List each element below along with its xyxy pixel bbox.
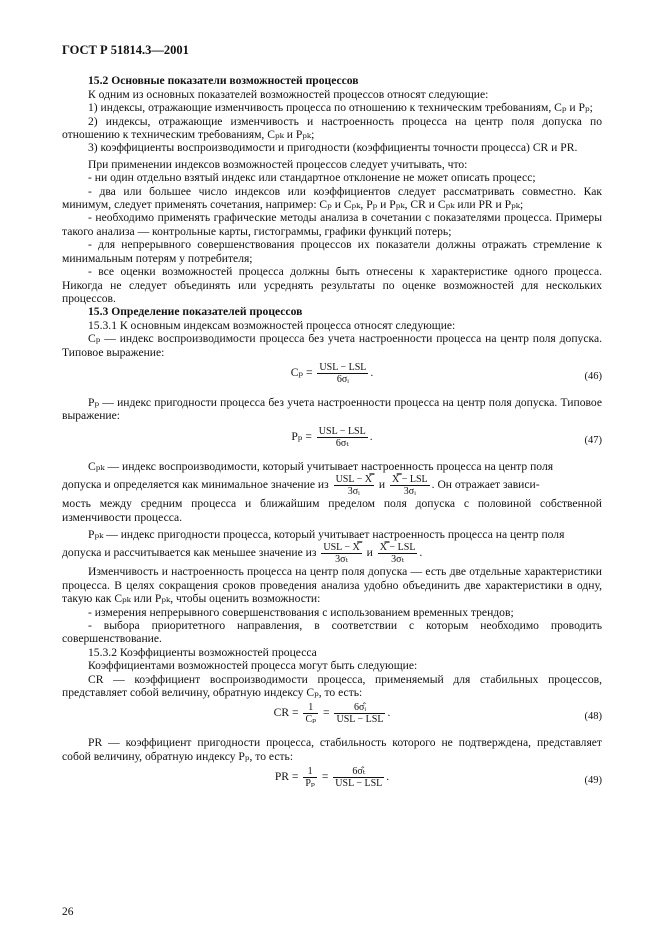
formula-lhs: CR = [273,706,299,720]
fraction-numerator: 6σ̂ᵢ [334,702,385,714]
paragraph: Изменчивость и настроенность процесса на центр поля допуска — есть две отдельные характеристики процесса. В целях сокращения сроков проведения анализа удобно объединить две характеристики в одну, такую как Cₚₖ или Pₚₖ, чтобы оценить возможности: [62,565,602,606]
fraction-denominator: 6σₜ [335,437,349,449]
fraction-numerator: 1 [303,766,317,778]
equation-number: (49) [584,775,602,787]
equation-number: (48) [584,711,602,723]
section-15-2-title: 15.2 Основные показатели возможностей процессов [88,74,359,88]
fraction [317,426,368,449]
list-item: 2) индексы, отражающие изменчивость и настроенность процесса на центр поля допуска по отношению к техническим требованиям, Cₚₖ и Pₚₖ; [62,114,602,142]
cpk-definition: Cₚₖ — индекс воспроизводимости, который учитывает настроенность процесса на центр поля [88,459,554,473]
cp-definition: Cₚ — индекс воспроизводимости процесса без учета настроенности процесса на центр поля допуска. Типовое выражение: [62,332,602,359]
fraction-denominator: 3σᵢ [403,486,416,497]
ppk-definition-formula-line [62,541,602,565]
fraction [334,474,374,497]
text-run: . [419,546,423,560]
list-item: 1) индексы, отражающие изменчивость процесса по отношению к техническим требованиям, Cₚ и Pₚ; [88,101,593,115]
section-15-3-title: 15.3 Определение показателей процессов [88,305,303,319]
text-run: и [378,478,386,492]
paragraph: Коэффициентами возможностей процесса могут быть следующие: [88,659,418,673]
paragraph: При применении индексов возможностей процессов следует учитывать, что: [88,157,468,171]
fraction [390,474,430,497]
fraction [303,702,318,725]
list-item: - измерения непрерывного совершенствования с использованием временных трендов; [88,605,514,619]
list-item: - необходимо применять графические методы анализа в сочетании с показателями процесса. Примеры такого анализа — контрольные карты, гистограммы, графики функций потерь; [62,211,602,238]
fraction-denominator: USL − LSL [336,714,384,726]
fraction [321,542,361,565]
equals-sign: = [321,770,329,784]
fraction-numerator: X̿ − LSL [379,542,416,554]
fraction [333,766,384,789]
pp-definition: Pₚ — индекс пригодности процесса без учета настроенности процесса на центр поля допуска. Типовое выражение: [62,395,602,423]
document-page [62,44,602,800]
fraction-denominator: Cₚ [305,714,317,726]
section-15-3-2-title: 15.3.2 Коэффициенты возможностей процесса [88,645,317,659]
formula-lhs: Cₚ = [290,366,313,380]
paragraph: мость между средним процесса и ближайшим пределом поля допуска с половиной собственной изменчивости процесса. [62,497,602,524]
list-item: - все оценки возможностей процесса должны быть отнесены к характеристике одного процесса. Никогда не следует объединять или усреднять результаты по оценке возможностей для нескольких процессов. [62,265,602,305]
fraction-numerator: 1 [303,702,318,714]
formula-lhs: Pₚ = [291,429,312,443]
fraction-denominator: USL − LSL [335,778,383,790]
formula-46: Cₚ = $\frac{\text{USL − LSL}}{\text{6σᵢ}}$ . (46) [290,361,602,385]
fraction-denominator: Pₚ [305,778,315,790]
fraction [317,362,368,385]
fraction-numerator: USL − X̿ [335,474,372,485]
fraction-denominator: 3σₜ [391,554,405,566]
formula-49: PR = $\frac{1}{\text{Pₚ}}$ = $\frac{\text{6σ̂ₜ}}{\text{USL − LSL}}$ . (49) [274,766,602,790]
list-item: - ни один отдельно взятый индекс или стандартное отклонение не может описать процесс; [88,171,536,185]
formula-lhs: PR = [274,770,299,784]
list-item: 3) коэффициенты воспроизводимости и пригодности (коэффициенты точности процесса) CR и PR. [88,141,578,155]
fraction [334,702,385,725]
fraction [303,766,317,789]
equals-sign: = [323,706,330,720]
fraction-denominator: 3σᵢ [347,486,360,497]
fraction-denominator: 3σₜ [335,554,348,566]
paragraph: 15.3.1 К основным индексам возможностей процесса относят следующие: [88,318,456,332]
page-number: 26 [62,906,74,918]
fraction-numerator: USL − LSL [318,425,366,437]
list-item: - выбора приоритетного направления, в соответствии с которым необходимо проводить совершенствование. [62,619,602,646]
equation-number: (46) [584,370,602,382]
fraction-numerator: USL − LSL [319,361,367,373]
cpk-definition-formula-line [62,473,602,497]
list-item: - два или большее число индексов или коэффициентов следует рассматривать совместно. Как минимум, следует применять сочетания, например: Cₚ и Cₚₖ, Pₚ и Pₚₖ, CR и Cₚₖ или PR и Pₚₖ; [62,184,602,212]
fraction-numerator: USL − X̿ [323,542,360,554]
text-run: допуска и рассчитывается как меньшее значение из [62,546,317,560]
text-run: и [366,546,373,560]
paragraph: К одним из основных показателей возможностей процессов относят следующие: [88,87,489,101]
cr-definition: CR — коэффициент воспроизводимости процесса, применяемый для стабильных процессов, представляет собой величину, обратную индексу Cₚ, то есть: [62,672,602,700]
pr-definition: PR — коэффициент пригодности процесса, стабильность которого не подтверждена, представляет собой величину, обратную индексу Pₚ, то есть: [62,736,602,763]
equation-number: (47) [584,434,602,446]
text-run: . Он отражает зависи- [431,478,540,492]
formula-47: Pₚ = $\frac{\text{USL − LSL}}{\text{6σₜ}}$ . (47) [291,425,602,449]
fraction [378,542,418,565]
standard-header: ГОСТ Р 51814.3—2001 [62,43,189,57]
fraction-numerator: X̿ − LSL [392,474,428,485]
fraction-numerator: 6σ̂ₜ [333,766,384,778]
text-run: допуска и определяется как минимальное значение из [62,478,329,492]
ppk-definition: Pₚₖ — индекс пригодности процесса, который учитывает настроенность процесса на центр поля [88,527,565,541]
fraction-denominator: 6σᵢ [336,373,349,385]
list-item: - для непрерывного совершенствования процессов их показатели должны отражать стремление к минимальным потерям у потребителя; [62,238,602,265]
formula-48: CR = $\frac{1}{\text{Cₚ}}$ = $\frac{\text{6σ̂ᵢ}}{\text{USL − LSL}}$ . (48) [273,702,602,726]
